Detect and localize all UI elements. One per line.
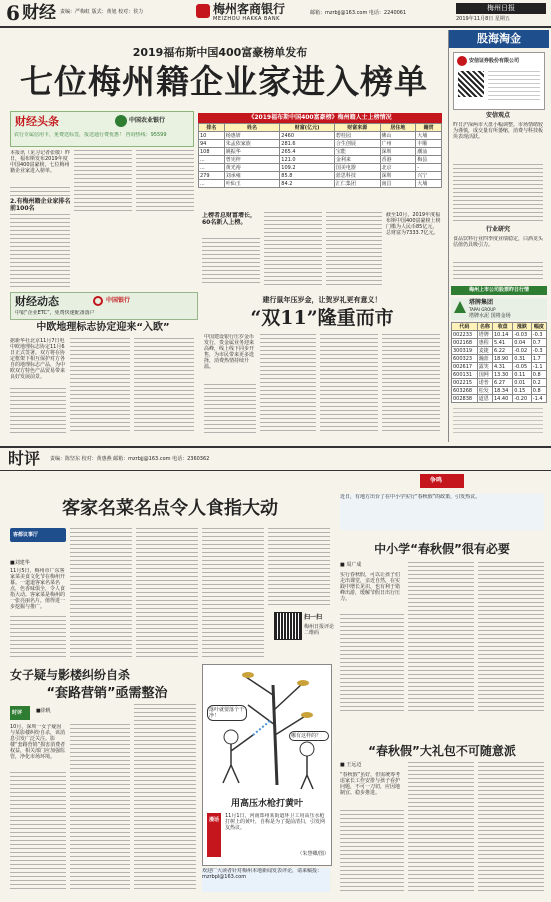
fortune-table-cell: 香港 xyxy=(380,156,416,164)
fortune-table-cell: 109.2 xyxy=(280,164,335,172)
debate-author-2: ■ 王远迈 xyxy=(340,762,362,768)
finance-bank-tag: 中银“企业ETC”，免费快速配备落户 xyxy=(15,310,95,316)
stock-table-cell: 1.7 xyxy=(531,355,546,363)
banner-bank: 中国农业银行 xyxy=(129,117,166,124)
stock-table-cell: 瀚蓝 xyxy=(477,355,492,363)
fortune-table-cell: 刘承雍 xyxy=(224,172,280,180)
fortune-table-cell: 朱孟依家族 xyxy=(224,140,280,148)
debate-text-6 xyxy=(478,762,544,892)
commentary-headline: 客家名菜名点令人食指大动 xyxy=(62,498,278,519)
table-title: 《2019福布斯中国400富豪榜》梅州籍人士上榜情况 xyxy=(198,113,442,123)
tapai-cement: 塔牌水泥 国将金场 xyxy=(469,313,511,319)
news-body: 昨日沪深两市大盘小幅调整。市场情绪较为谨慎，成交量有所萎缩，消费与科技板块表现活跃。 xyxy=(453,122,543,140)
fortune-table-cell: 梅县 xyxy=(416,156,442,164)
debate-body-1: 实行春秋假，可以让孩子们走出课堂，亲近自然，在实践中增长见识，也有利于错峰出游，缓解节假日出行压力。 xyxy=(340,572,401,602)
page-header xyxy=(0,0,551,28)
stock-table-cell: -0.03 xyxy=(513,331,532,339)
boc-logo-icon xyxy=(93,296,103,306)
fortune-table-cell: 10 xyxy=(199,132,225,140)
stock-table-cell: 13.30 xyxy=(492,371,512,379)
stock-table-cell: 6.27 xyxy=(492,379,512,387)
finance-text-block-1 xyxy=(10,388,66,434)
bank-logo-icon xyxy=(196,4,210,18)
fortune-table-cell: 潮汕 xyxy=(416,148,442,156)
stock-table-row xyxy=(452,347,547,355)
cartoon-author: （朱慧卿/图） xyxy=(297,851,329,857)
qr-sub: 梅州日报评论二维码 xyxy=(304,624,335,636)
main-lead-2: 上榜者总财富增长，60名新人上榜。 xyxy=(202,212,257,226)
fortune-table-cell: 宝能 xyxy=(334,148,380,156)
fortune-table-cell: 2460 xyxy=(280,132,335,140)
fortune-table-cell: 丰顺 xyxy=(416,140,442,148)
banner-title: 财经头条 xyxy=(15,115,59,128)
commentary-footer: 欢迎广大读者针对梅州本地新闻发表评论，请来稿投：mzrbpl@163.com xyxy=(202,868,330,892)
left2-text-3 xyxy=(134,704,196,892)
paper-name: 梅州日报 xyxy=(487,4,515,12)
double11-text-block-1 xyxy=(204,384,256,434)
fortune-table xyxy=(198,123,442,188)
news-title: 安信观点 xyxy=(485,112,510,119)
fortune-table-cell: 深圳 xyxy=(380,148,416,156)
broker-ad xyxy=(453,52,545,110)
industry-text-block xyxy=(453,262,543,282)
stock-table-cell: 600131 xyxy=(452,371,478,379)
fortune-table-header-cell: 籍贯 xyxy=(416,124,442,132)
stock-table-row xyxy=(452,371,547,379)
fortune-table-row xyxy=(199,164,442,172)
stock-table-cell: 14.40 xyxy=(492,395,512,403)
stock-table-cell: 0.8 xyxy=(531,371,546,379)
debate-intro: 近日，有地方出台了在中小学实行“春秋假”的政策，引发热议。 xyxy=(340,494,544,530)
commentary-text-4 xyxy=(202,528,264,660)
stock-table-cell: 0.7 xyxy=(531,339,546,347)
index-title: 梅州上市公司股票昨日行情 xyxy=(451,286,547,295)
stock-table-cell: 002233 xyxy=(452,331,478,339)
stock-table-cell: 603268 xyxy=(452,387,478,395)
fortune-table-row xyxy=(199,148,442,156)
stock-table-cell: 塔牌 xyxy=(477,331,492,339)
stock-footnote xyxy=(453,408,543,434)
double11-text-block-3 xyxy=(320,334,378,434)
cartoon-speech-2: 哪有这样的？ xyxy=(289,731,329,741)
fortune-table-row xyxy=(199,180,442,188)
stock-table-cell: 0.8 xyxy=(531,387,546,395)
double11-body: 中国建设银行压岁金币发行，贵金属业务迎来高峰，线上线下同步开售，为市民带来更多选择，消费热情持续升温。 xyxy=(204,334,255,370)
finance-headline: 中欧地理标志协定迎来“入欧” xyxy=(36,322,170,333)
fortune-table-cell: 金利来 xyxy=(334,156,380,164)
stock-table-header-cell: 涨跌 xyxy=(513,323,532,331)
agri-bank-icon xyxy=(115,115,127,127)
fortune-table-cell: 广州 xyxy=(380,140,416,148)
stock-table-cell: 002215 xyxy=(452,379,478,387)
main-lead-3: 截至10月，2019年度福布斯中国400富豪榜上榜门槛为人民币85亿元，总财富为7333.7亿元。 xyxy=(386,212,441,236)
section-name: 财经 xyxy=(22,3,56,23)
main-text-block-2 xyxy=(10,214,70,288)
stock-table-row xyxy=(452,355,547,363)
finance-kicker: 财经动态 xyxy=(15,295,59,308)
stock-table-cell: 诺普 xyxy=(477,379,492,387)
stock-table-cell: 002838 xyxy=(452,395,478,403)
qr-code-icon[interactable] xyxy=(274,612,302,640)
double11-text-block-4 xyxy=(382,334,440,434)
debate-text-4 xyxy=(340,810,404,892)
stock-table-cell: -0.02 xyxy=(513,347,532,355)
main-text-block-3 xyxy=(74,150,132,214)
broker-logo-icon xyxy=(457,56,467,66)
stock-table-row xyxy=(452,363,547,371)
fortune-table-box xyxy=(198,113,442,209)
commentary-text-5 xyxy=(268,528,330,608)
left2-headline-1: 女子疑与影楼纠纷自杀 xyxy=(10,668,131,682)
broker-text xyxy=(488,71,540,103)
fortune-table-cell: 北京 xyxy=(380,164,416,172)
fortune-table-cell: 碧桂园 xyxy=(334,132,380,140)
cartoon-text: 11月1日，河南郑州某街道环卫工用高压水枪打树上的黄叶，自称是为了提前清扫，引发网友热议。 xyxy=(225,813,326,831)
fortune-table-header-cell: 居住地 xyxy=(380,124,416,132)
fortune-table-cell: 国美电器 xyxy=(334,164,380,172)
commentary-author: ■刘建华 xyxy=(10,560,30,566)
finance-bank: 中国银行 xyxy=(106,297,131,304)
debate-text-3 xyxy=(478,562,544,714)
main-subhead: 2.有梅州籍企业家排名前100名 xyxy=(10,198,71,212)
stock-table-header-cell: 幅度 xyxy=(531,323,546,331)
fortune-table-row xyxy=(199,140,442,148)
fortune-table-cell: 281.6 xyxy=(280,140,335,148)
main-headline: 七位梅州籍企业家进入榜单 xyxy=(20,62,428,101)
stock-table-cell: 露笑 xyxy=(477,363,492,371)
debate-author-1: ■ 周广成 xyxy=(340,562,362,568)
commentary-section: 时评 xyxy=(8,449,41,468)
bank-logo-block xyxy=(196,2,304,24)
finance-text-block-2 xyxy=(70,338,130,434)
stock-table-cell: 4.31 xyxy=(492,363,512,371)
page-number: 6 xyxy=(6,1,20,25)
commentary-body: 11月5日，梅州市广东客家菜美食文化节在梅州开幕。一道道客家名菜名点，色香味俱全，令人食指大动。客家菜是梅州的一张亮丽名片，值得进一步挖掘与推广。 xyxy=(10,568,66,610)
double11-kicker: 建行鼠年压岁金，让贺岁礼更有意义！ xyxy=(262,296,382,304)
tapai-logo-icon xyxy=(454,301,466,313)
stock-table-box xyxy=(451,322,547,403)
main-text-block-7 xyxy=(326,212,382,286)
fortune-table-cell: 叶仙玉 xyxy=(224,180,280,188)
stock-table-cell: 0.31 xyxy=(513,355,532,363)
left2-text-1 xyxy=(10,772,66,892)
stock-table-cell: -0.3 xyxy=(531,331,546,339)
fortune-table-cell: 兴宁 xyxy=(416,172,442,180)
fortune-table-cell: 姚振华 xyxy=(224,148,280,156)
stock-table-cell: 600323 xyxy=(452,355,478,363)
fortune-table-cell: 大埔 xyxy=(416,132,442,140)
left2-text-2 xyxy=(70,724,130,892)
commentary-header xyxy=(0,446,551,471)
debate-text-5 xyxy=(408,762,474,892)
fortune-table-cell: 265.4 xyxy=(280,148,335,156)
stock-table-cell: 10.14 xyxy=(492,331,512,339)
debate-headline-2: “春秋假”大礼包不可随意派 xyxy=(368,744,516,758)
tapai-ad xyxy=(451,298,547,320)
fortune-table-row xyxy=(199,156,442,164)
issue-date: 2019年11月8日 星期五 xyxy=(456,16,510,22)
tapai-en: TAPAI GROUP xyxy=(469,307,496,312)
stock-table-cell: -0.3 xyxy=(531,347,546,355)
fortune-table-cell: 84.2 xyxy=(280,180,335,188)
paper-logo xyxy=(456,3,546,14)
fortune-table-cell: 108 xyxy=(199,148,225,156)
stock-table-cell: 0.04 xyxy=(513,339,532,347)
stock-table-cell: 松发 xyxy=(477,387,492,395)
fortune-table-cell: 汇仁集团 xyxy=(334,180,380,188)
debate-body-2: “春秋假”虽好，但需统筹考虑家长工作安排与孩子看护问题，不可一刀切，应因地制宜、稳步推进。 xyxy=(340,772,401,796)
qr-label: 扫一扫 xyxy=(304,614,323,621)
stock-table-header-cell: 代码 xyxy=(452,323,478,331)
stock-table-row xyxy=(452,379,547,387)
fortune-table-header-cell: 财富来源 xyxy=(334,124,380,132)
banner-slogan: 农行专属信用卡，免费送标签，报送通行费优惠！ 咨询热线：95599 xyxy=(14,132,167,138)
stock-table-cell: 18.90 xyxy=(492,355,512,363)
fortune-table-cell: 杨惠妍 xyxy=(224,132,280,140)
contact-line: 邮箱：mzrbjj@163.com 电话：2240061 xyxy=(310,10,407,16)
stock-table-row xyxy=(452,339,547,347)
stock-table-cell: 道恩 xyxy=(477,395,492,403)
stock-table-row xyxy=(452,331,547,339)
debate-tag-label: 争鸣 xyxy=(430,477,443,484)
stock-table-cell: 300319 xyxy=(452,347,478,355)
fortune-table-header-cell: 财富(亿元) xyxy=(280,124,335,132)
fortune-table-cell: ... xyxy=(199,156,225,164)
main-text-block-4 xyxy=(136,150,194,214)
tapai-name: 塔牌集团 xyxy=(469,299,494,306)
stock-table-cell: 惠程 xyxy=(477,339,492,347)
stock-table-cell: -1.4 xyxy=(531,395,546,403)
fortune-table-header-cell: 姓名 xyxy=(224,124,280,132)
stock-table-cell: -0.20 xyxy=(513,395,532,403)
fortune-table-cell: 南昌 xyxy=(380,180,416,188)
finance-banner xyxy=(10,111,194,147)
cartoon-tag-label: 漫话 xyxy=(209,817,220,823)
sidebar xyxy=(448,30,549,442)
debate-tag xyxy=(420,474,464,488)
fortune-table-cell: ... xyxy=(199,164,225,172)
debate-text-2 xyxy=(408,562,474,714)
news-text-block xyxy=(453,164,543,222)
main-text-block-6 xyxy=(264,212,322,286)
broker-name: 安信证券股份有限公司 xyxy=(469,58,520,64)
stock-table-cell: 0.01 xyxy=(513,379,532,387)
stock-table-row xyxy=(452,387,547,395)
column-badge xyxy=(10,528,66,542)
cartoon-speech-1: 落叶就要落个干净！ xyxy=(207,705,247,721)
broker-qr-icon xyxy=(458,71,484,97)
stock-table-cell: 002168 xyxy=(452,339,478,347)
fortune-table-cell: 大埔 xyxy=(416,180,442,188)
fortune-table-cell: 蓝思科技 xyxy=(334,172,380,180)
main-text-block-1 xyxy=(10,187,70,197)
cartoon-illustration xyxy=(203,665,329,793)
left2-tag-label: 时评 xyxy=(12,710,23,716)
fortune-table-cell: 279 xyxy=(199,172,225,180)
fortune-table-cell: 曾宪梓 xyxy=(224,156,280,164)
stock-table-header-cell: 收盘 xyxy=(492,323,512,331)
stock-table-cell: 0.2 xyxy=(531,379,546,387)
finance-body: 据新华社北京11月7日电 中欧地理标志协定11月6日正式签署。双方将在协定框架下相互保护对方各自的地理标志产品，为中欧双方特色产品贸易带来良好发展前景。 xyxy=(10,338,66,380)
cartoon-tag xyxy=(207,813,221,857)
commentary-editors: 责编：陈坚东 校对：黄惠燕 邮箱：mzrbjj@163.com 电话：2360362 xyxy=(50,456,210,462)
stock-table-cell: 5.41 xyxy=(492,339,512,347)
left2-tag xyxy=(10,706,30,720)
fortune-table-cell: 85.8 xyxy=(280,172,335,180)
commentary-text-1 xyxy=(10,616,66,660)
fortune-table-row xyxy=(199,132,442,140)
stock-table xyxy=(451,322,547,403)
fortune-table-header-cell: 排名 xyxy=(199,124,225,132)
stock-table-cell: 002617 xyxy=(452,363,478,371)
bank-name: 梅州客商银行 xyxy=(213,2,286,16)
main-lead: 本报讯（见习记者张敬）昨日，福布斯发布2019年度中国400富豪榜，七位梅州籍企业家进入榜单。 xyxy=(10,150,70,174)
fortune-table-cell: 黄光裕 xyxy=(224,164,280,172)
fortune-table-cell: 121.0 xyxy=(280,156,335,164)
double11-text-block-2 xyxy=(260,334,316,434)
industry-title: 行业研究 xyxy=(485,226,510,233)
finance-text-block-3 xyxy=(134,338,194,434)
finance-dynamics-banner xyxy=(10,292,198,320)
left2-author: ■徐帆 xyxy=(36,708,51,714)
main-text-block-5 xyxy=(202,238,260,286)
cartoon-caption: 用高压水枪打黄叶 xyxy=(230,799,303,809)
debate-text-1 xyxy=(340,614,404,714)
stock-table-cell: 6.22 xyxy=(492,347,512,355)
stock-table-cell: 0.11 xyxy=(513,371,532,379)
fortune-table-cell: 佛山 xyxy=(380,132,416,140)
fortune-table-row xyxy=(199,172,442,180)
column-name: 客都议事厅 xyxy=(13,532,39,538)
double11-headline: “双11”隆重而市 xyxy=(250,307,394,329)
fortune-table-cell: ... xyxy=(199,180,225,188)
fortune-table-cell: 94 xyxy=(199,140,225,148)
editors-line: 责编：严梅虹 版式：黄旭 校对：侯力 xyxy=(60,9,144,15)
commentary-text-3 xyxy=(136,528,198,660)
main-kicker: 2019福布斯中国400富豪榜单发布 xyxy=(132,46,308,59)
stock-table-cell: -0.05 xyxy=(513,363,532,371)
stock-table-cell: 0.15 xyxy=(513,387,532,395)
left2-headline-2: “套路营销”亟需整治 xyxy=(46,686,168,701)
stock-table-cell: -1.1 xyxy=(531,363,546,371)
commentary-text-2 xyxy=(70,528,132,660)
cartoon-box xyxy=(202,664,332,866)
fortune-table-cell: 合生创展 xyxy=(334,140,380,148)
fortune-table-cell: - xyxy=(416,164,442,172)
fortune-table-cell: 深圳 xyxy=(380,172,416,180)
stock-table-cell: 国网 xyxy=(477,371,492,379)
bank-name-en: MEIZHOU HAKKA BANK xyxy=(213,16,280,22)
stock-table-cell: 18.34 xyxy=(492,387,512,395)
sidebar-title: 股海淘金 xyxy=(449,30,549,48)
stock-table-row xyxy=(452,395,547,403)
stock-table-header-cell: 名称 xyxy=(477,323,492,331)
industry-body: 食品饮料行业四季度业绩稳定，白酒龙头估值仍具吸引力。 xyxy=(453,236,543,248)
left2-body: 10月，深圳一女子疑因与某影楼纠纷自杀，该消息引发广泛关注。影楼“套路营销”损害消费者权益，相关部门应加强监管，净化市场环境。 xyxy=(10,724,66,760)
stock-table-cell: 麦捷 xyxy=(477,347,492,355)
debate-headline-1: 中小学“春秋假”很有必要 xyxy=(374,542,510,556)
